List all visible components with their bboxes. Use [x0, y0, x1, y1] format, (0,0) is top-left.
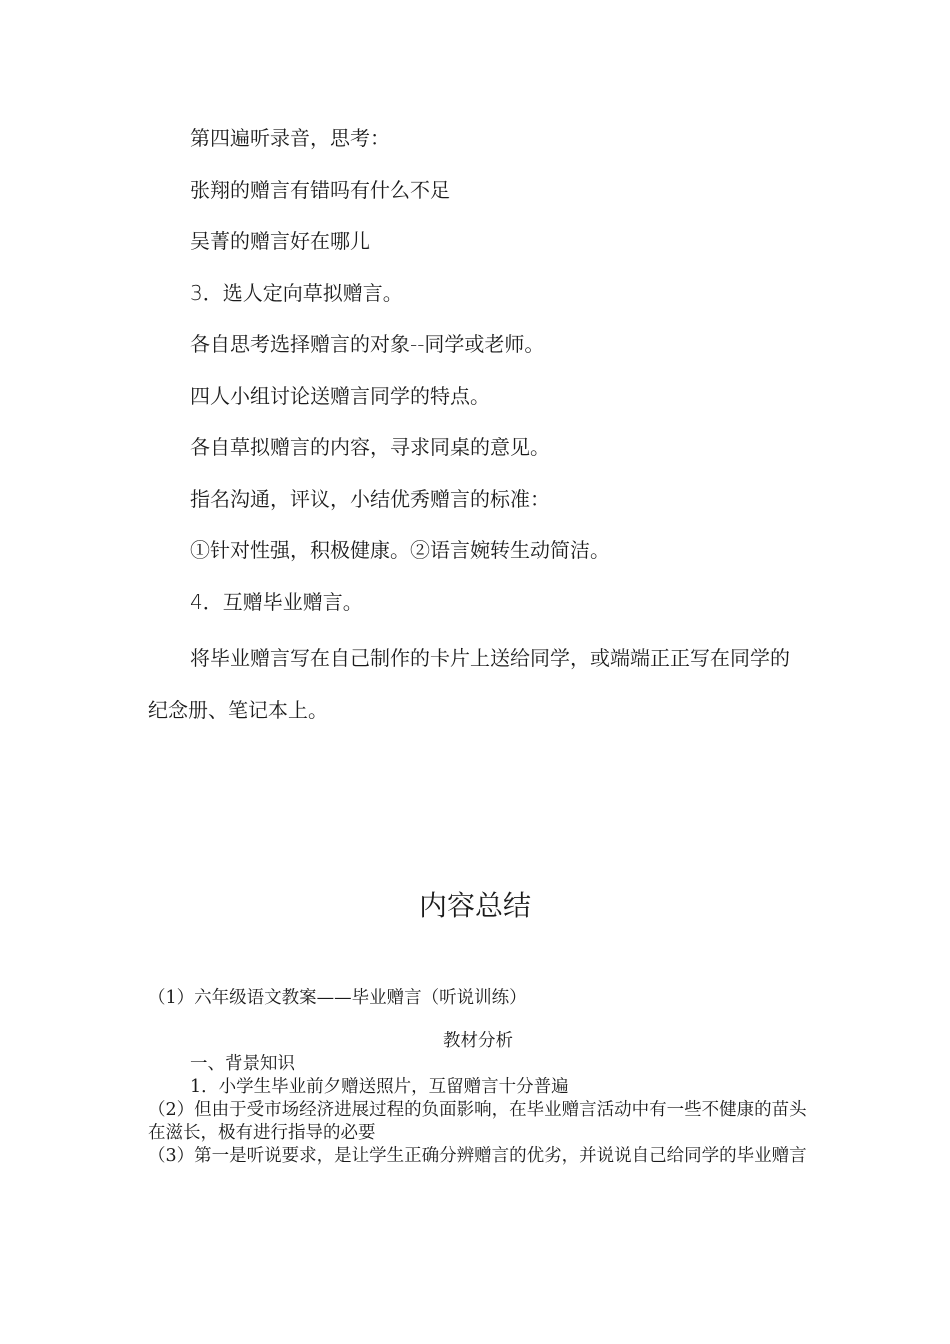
- body-line: 吴菁的赠言好在哪儿: [190, 229, 370, 253]
- body-line: 4．互赠毕业赠言。: [190, 589, 363, 614]
- body-line: 3．选人定向草拟赠言。: [190, 280, 403, 305]
- body-line: ①针对性强，积极健康。②语言婉转生动简洁。: [190, 538, 610, 562]
- body-line: 各自思考选择赠言的对象--同学或老师。: [190, 332, 545, 356]
- summary-subitem: 1．小学生毕业前夕赠送照片，互留赠言十分普遍: [190, 1077, 569, 1097]
- summary-item: （3）第一是听说要求，是让学生正确分辨赠言的优劣，并说说自己给同学的毕业赠言: [148, 1146, 807, 1166]
- summary-item: （2）但由于受市场经济进展过程的负面影响，在毕业赠言活动中有一些不健康的苗头在滋长，极有进行指导的必要: [148, 1100, 807, 1143]
- body-line: 各自草拟赠言的内容，寻求同桌的意见。: [190, 435, 550, 459]
- body-line: 指名沟通，评议，小结优秀赠言的标准：: [190, 486, 550, 511]
- lesson-body: [148, 118, 808, 736]
- body-line: 四人小组讨论送赠言同学的特点。: [190, 383, 490, 408]
- body-paragraph: 将毕业赠言写在自己制作的卡片上送给同学，或端端正正写在同学的纪念册、笔记本上。: [148, 646, 790, 722]
- body-line: 第四遍听录音，思考：: [190, 126, 390, 150]
- summary-subheading: 一、背景知识: [190, 1054, 295, 1074]
- summary-center-title: 教材分析: [443, 1031, 513, 1051]
- summary-section: [148, 985, 808, 1168]
- body-line: 张翔的赠言有错吗有什么不足: [190, 177, 450, 202]
- summary-heading: 内容总结: [418, 889, 531, 922]
- summary-item: （1）六年级语文教案——毕业赠言（听说训练）: [148, 988, 527, 1008]
